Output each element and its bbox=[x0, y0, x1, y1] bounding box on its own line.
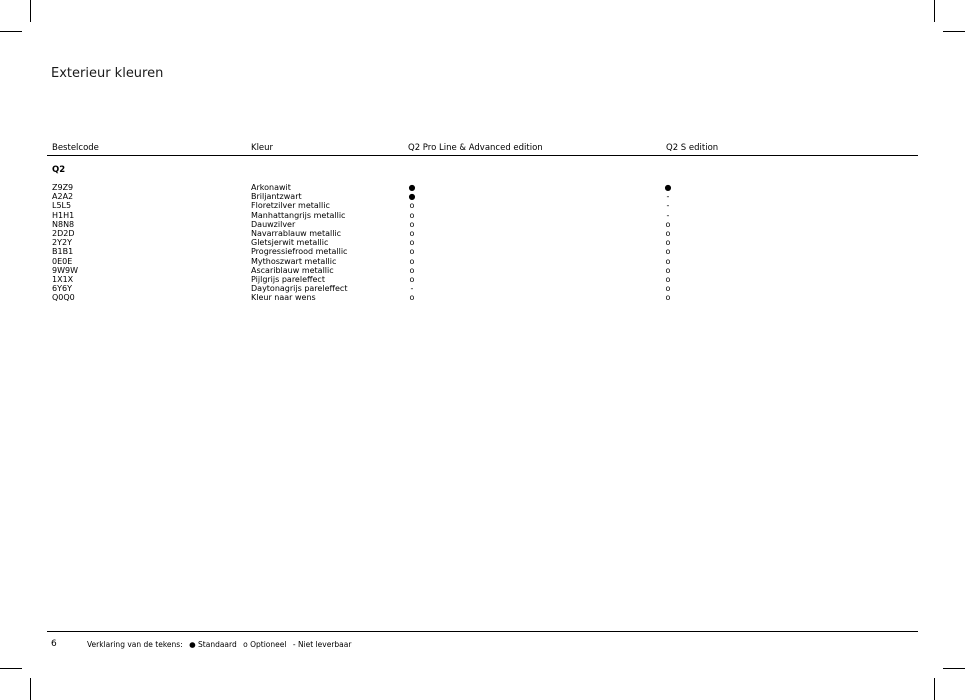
crop-mark bbox=[934, 678, 935, 700]
row-color: Ascariblauw metallic bbox=[251, 265, 334, 275]
table-row bbox=[0, 293, 965, 302]
row-code: B1B1 bbox=[52, 247, 74, 257]
row-pro-line-mark: o bbox=[409, 247, 415, 257]
row-s-edition-mark: - bbox=[666, 210, 670, 220]
row-s-edition-mark: o bbox=[665, 228, 671, 238]
legend-standard: ● Standaard bbox=[189, 640, 237, 649]
table-row bbox=[0, 238, 965, 247]
row-color: Progressiefrood metallic bbox=[251, 247, 348, 257]
crop-mark bbox=[934, 0, 935, 22]
row-code: 6Y6Y bbox=[52, 284, 72, 294]
row-color: Navarrablauw metallic bbox=[251, 228, 342, 238]
header-color: Kleur bbox=[251, 143, 274, 153]
row-color: Manhattangrijs metallic bbox=[251, 210, 346, 220]
table-row bbox=[0, 247, 965, 256]
row-color: Arkonawit bbox=[251, 183, 291, 192]
row-code: N8N8 bbox=[52, 219, 75, 229]
row-color: Mythoszwart metallic bbox=[251, 256, 337, 266]
table-row bbox=[0, 266, 965, 275]
crop-mark bbox=[30, 678, 31, 700]
row-pro-line-mark: - bbox=[410, 284, 414, 294]
row-code: 9W9W bbox=[52, 265, 78, 275]
row-s-edition-mark: o bbox=[665, 238, 671, 248]
row-color: Briljantzwart bbox=[251, 192, 302, 202]
row-pro-line-mark: o bbox=[409, 256, 415, 266]
row-pro-line-mark: o bbox=[409, 228, 415, 238]
row-pro-line-mark: o bbox=[409, 219, 415, 229]
footer-divider bbox=[47, 631, 918, 632]
row-color: Daytonagrijs pareleffect bbox=[251, 284, 348, 294]
row-color: Kleur naar wens bbox=[251, 293, 316, 303]
row-pro-line-mark: o bbox=[409, 210, 415, 220]
legend-optional: o Optioneel bbox=[243, 640, 287, 649]
row-s-edition-mark: ● bbox=[664, 183, 672, 192]
table-row bbox=[0, 183, 965, 192]
row-code: Z9Z9 bbox=[52, 183, 74, 192]
page-number: 6 bbox=[51, 639, 57, 649]
crop-mark bbox=[30, 0, 31, 22]
row-s-edition-mark: o bbox=[665, 256, 671, 266]
row-s-edition-mark: o bbox=[665, 265, 671, 275]
table-row bbox=[0, 275, 965, 284]
row-pro-line-mark: o bbox=[409, 265, 415, 275]
table-row bbox=[0, 229, 965, 238]
legend-not-available: - Niet leverbaar bbox=[292, 640, 352, 649]
row-code: A2A2 bbox=[52, 192, 74, 202]
row-pro-line-mark: o bbox=[409, 238, 415, 248]
row-color: Gletsjerwit metallic bbox=[251, 238, 329, 248]
row-code: 2D2D bbox=[52, 228, 75, 238]
row-color: Pijlgrijs pareleffect bbox=[251, 274, 325, 284]
table-row bbox=[0, 220, 965, 229]
row-s-edition-mark: o bbox=[665, 284, 671, 294]
table-row bbox=[0, 201, 965, 210]
row-color: Dauwzilver bbox=[251, 219, 296, 229]
row-code: L5L5 bbox=[52, 201, 72, 211]
table-row bbox=[0, 211, 965, 220]
header-pro-line: Q2 Pro Line & Advanced edition bbox=[408, 143, 543, 153]
crop-mark bbox=[943, 668, 965, 669]
crop-mark bbox=[943, 31, 965, 32]
header-divider bbox=[47, 155, 918, 156]
crop-mark bbox=[0, 31, 22, 32]
legend-label: Verklaring van de tekens: bbox=[87, 640, 183, 649]
row-pro-line-mark: o bbox=[409, 293, 415, 303]
crop-mark bbox=[0, 668, 22, 669]
header-code: Bestelcode bbox=[52, 143, 99, 153]
row-s-edition-mark: o bbox=[665, 219, 671, 229]
table-row bbox=[0, 257, 965, 266]
row-pro-line-mark: ● bbox=[408, 192, 416, 202]
row-code: H1H1 bbox=[52, 210, 75, 220]
row-pro-line-mark: ● bbox=[408, 183, 416, 192]
row-code: 0E0E bbox=[52, 256, 73, 266]
page-title: Exterieur kleuren bbox=[51, 66, 164, 81]
row-color: Floretzilver metallic bbox=[251, 201, 330, 211]
row-code: 1X1X bbox=[52, 274, 74, 284]
row-code: Q0Q0 bbox=[52, 293, 75, 303]
row-code: 2Y2Y bbox=[52, 238, 72, 248]
row-s-edition-mark: - bbox=[666, 201, 670, 211]
row-s-edition-mark: o bbox=[665, 293, 671, 303]
row-s-edition-mark: - bbox=[666, 192, 670, 202]
table-row bbox=[0, 284, 965, 293]
table-row bbox=[0, 192, 965, 201]
header-s-edition: Q2 S edition bbox=[666, 143, 719, 153]
row-s-edition-mark: o bbox=[665, 247, 671, 257]
section-title: Q2 bbox=[52, 165, 66, 175]
row-pro-line-mark: o bbox=[409, 274, 415, 284]
legend bbox=[87, 640, 355, 649]
row-s-edition-mark: o bbox=[665, 274, 671, 284]
color-table bbox=[0, 183, 965, 302]
row-pro-line-mark: o bbox=[409, 201, 415, 211]
